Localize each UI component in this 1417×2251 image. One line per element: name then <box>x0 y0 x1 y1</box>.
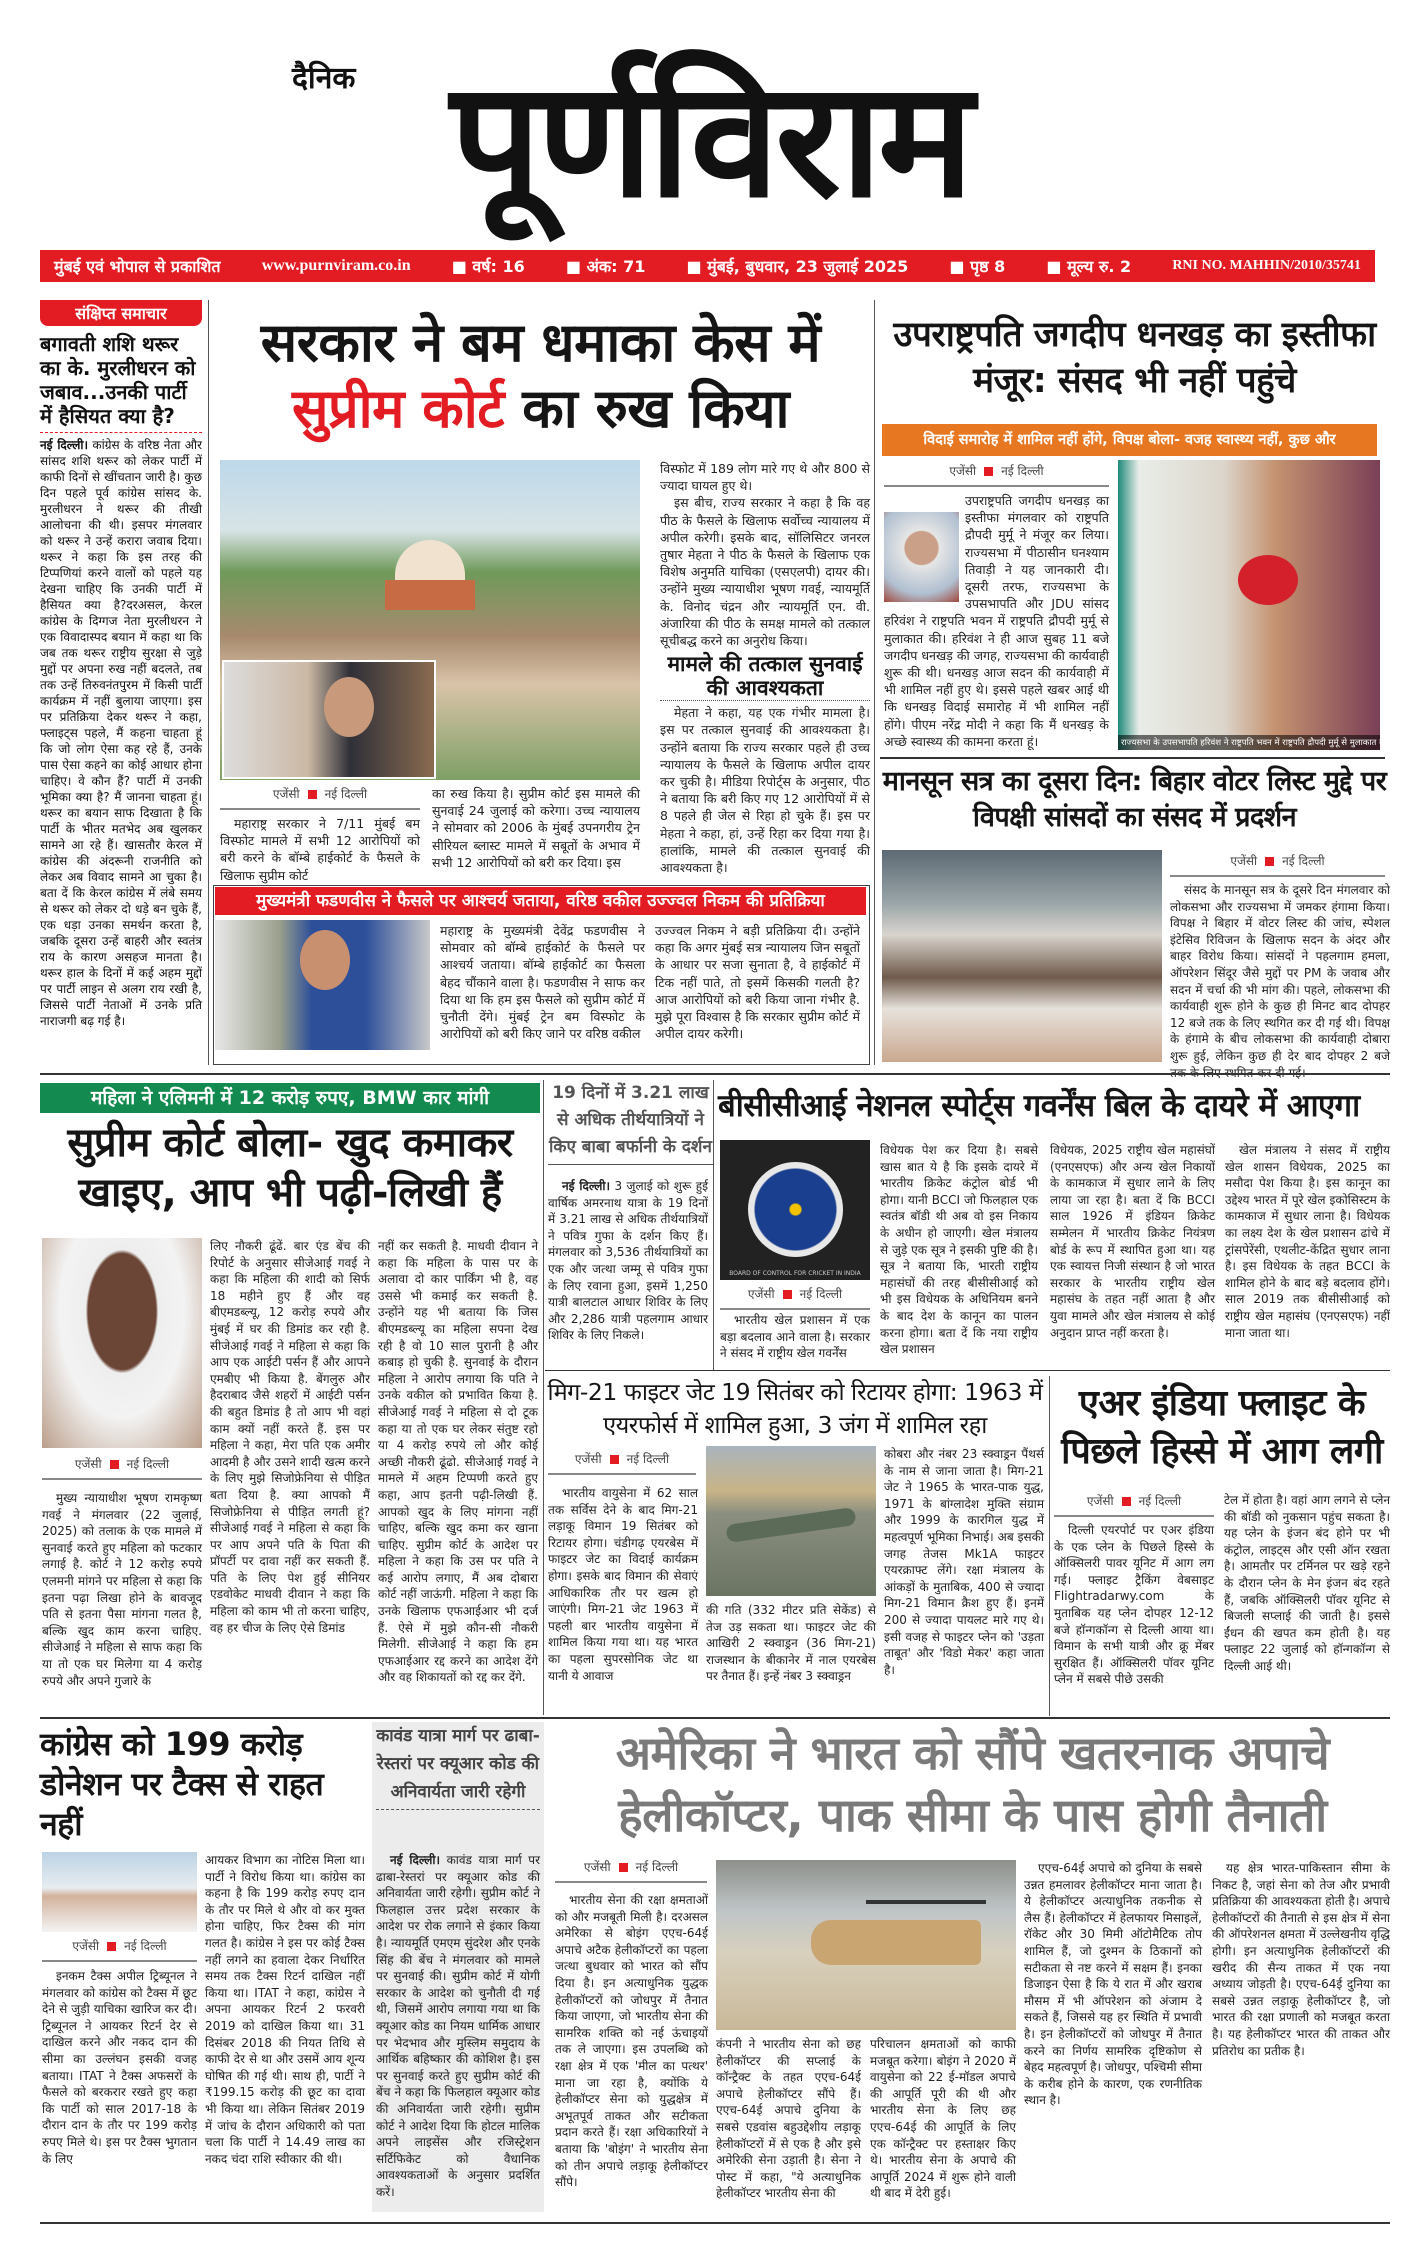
mig21-col-1: भारतीय वायुसेना में 62 साल तक सर्विस देने के बाद मिग-21 लड़ाकू विमान 19 सितंबर को रिटायर होगा। चंडीगढ़ एयरबेस में फाइटर जेट का विदाई कार्यक्रम होगा। इसके बाद विमान की सेवाएं आधिकारिक तौर पर खत्म हो जाएंगी। मिग-21 जेट 1963 में पहली बार भारतीय वायुसेना में शामिल किया गया था। यह भारत का पहला सुपरसोनिक जेट था यानी ये आवाज <box>548 1486 698 1683</box>
year: ■ वर्ष: 16 <box>451 257 525 276</box>
divider <box>40 1073 1390 1075</box>
masthead-strip <box>40 250 1375 282</box>
apache-col-3: परिचालन क्षमताओं को काफी मजबूत करेगा। बोइंग ने 2020 में वायुसेना को 22 ई-मॉडल अपाचे की आपूर्ति पूरी की थी और भारतीय सेना के लिए छह एएच-64ई की आपूर्ति के लिए एक कॉन्ट्रैक्ट पर हस्ताक्षर किए थे। भारतीय सेना के अपाचे की आपूर्ति 2024 में शुरू होने वाली थी बाद में देरी हुई। <box>870 2037 1016 2201</box>
airindia-byline: एजेंसी नई दिल्ली <box>1054 1492 1214 1517</box>
brief-body <box>40 437 202 1029</box>
divider <box>1049 1376 1050 1716</box>
airindia-headline: एअर इंडिया फ्लाइट के पिछले हिस्से में आग लगी <box>1061 1383 1383 1472</box>
divider <box>874 300 875 1065</box>
divider <box>208 300 209 1065</box>
dhankhar-body: उपराष्ट्रपति जगदीप धनखड़ का इस्तीफा मंगलवार को राष्ट्रपति द्रौपदी मुर्मू ने मंजूर कर लिया। राज्यसभा में पीठासीन घनश्याम तिवाड़ी ने यह जानकारी दी। दूसरी तरफ, राज्यसभा के उपसभापति और JDU सांसद हरिवंश ने राष्ट्रपति भवन में राष्ट्रपति द्रौपदी मुर्मू से मुलाकात की। हरिवंश ने ही आज सुबह 11 बजे जगदीप धनखड़ की जगह, राज्यसभा की कार्यवाही शुरू की थी। धनखड़ आज सदन की कार्यवाही में भी शामिल नहीं हुए थे। इससे पहले खबर आई थी कि धनखड़ विदाई समारोह में भी शामिल नहीं होंगे। पीएम नरेंद्र मोदी ने कहा कि मैं धनखड़ के अच्छे स्वास्थ्य की कामना करता हूं। <box>884 493 1109 749</box>
divider <box>543 1080 544 1715</box>
congress-col-2: आयकर विभाग का नोटिस मिला था। पार्टी ने विरोध किया था। कांग्रेस का कहना है कि 199 करोड़ रुपए दान के तौर पर मिले थे और वो कर मुक्त होना चाहिए, फिर टैक्स की मांग गलत है। कांग्रेस ने इस पर कोई टैक्स नहीं लगने का हवाला देकर निर्धारित समय तक टैक्स रिटर्न दाखिल नहीं किया था। ITAT ने कहा, कांग्रेस ने अपना आयकर रिटर्न 2 फरवरी 2019 को दाखिल किया था। 31 दिसंबर 2018 की नियत तिथि से काफी देर से था और उसमें आय शून्य घोषित की गई थी। साथ ही, पार्टी ने ₹199.15 करोड़ की छूट का दावा भी किया था। लेकिन सितंबर 2019 में जांच के दौरान अधिकारी को पता चला कि पार्टी ने 14.49 लाख का नकद चंदा राशि स्वीकार की थी। <box>205 1853 365 2166</box>
amarnath-body: नई दिल्ली। 3 जुलाई को शुरू हुई वार्षिक अमरनाथ यात्रा के 19 दिनों में 3.21 लाख से अधिक तीर्थयात्रियों ने पवित्र गुफा के दर्शन किए हैं। मंगलवार को 3,536 तीर्थयात्रियों का एक और जत्था जम्मू से पवित्र गुफा के लिए रवाना हुआ, इसमें 1,250 यात्री बालटाल आधार शिविर के लिए और 2,286 यात्री पहलगाम आधार शिविर के लिए निकले। <box>548 1179 708 1343</box>
divider <box>713 1080 714 1370</box>
bcci-col-4: खेल मंत्रालय ने संसद में राष्ट्रीय खेल शासन विधेयक, 2025 का मसौदा पेश किया है। इस कानून का उद्देश्य भारत में पूरे खेल इकोसिस्टम के कामकाज में सुधार लाना है। विधेयक का लक्ष्य देश के खेल प्रशासन ढांचे में ट्रांसपेरेंसी, एथलीट-केंद्रित सुधार लाना है। इस विधेयक के तहत BCCI के शामिल होने के बाद बड़े बदलाव होंगे। साल 2019 तक बीसीसीआई को राष्ट्रीय खेल महासंघ (एनएसएफ) नहीं माना जाता था। <box>1225 1143 1390 1340</box>
masthead-prefix: दैनिक <box>292 61 356 96</box>
mig21-headline: मिग-21 फाइटर जेट 19 सितंबर को रिटायर होगा: 1963 में एयरफोर्स में शामिल हुआ, 3 जंग में शामिल रहा <box>547 1378 1043 1439</box>
alimony-col-1: मुख्य न्यायाधीश भूषण रामकृष्ण गवई ने मंगलवार (22 जुलाई, 2025) को तलाक के एक मामले में सुनवाई करते हुए महिला को फटकार लगाई है. कोर्ट ने 12 करोड़ रुपये एलमनी मांगने पर महिला से कहा कि इतना पढ़ा लिखा होने के बावजूद पति से इतना पैसा मांगना गलत है, बल्कि खुद काम करना चाहिए. सीजेआई ने महिला से साफ कहा कि या तो एक घर मिलेगा या 4 करोड़ रुपये और अपने गुजारे के <box>42 1491 202 1688</box>
mig21-col-3: कोबरा और नंबर 23 स्क्वाड्रन पैंथर्स के नाम से जाना जाता है। मिग-21 जेट ने 1965 के भारत-पाक युद्ध, 1971 के बांग्लादेश मुक्ति संग्राम और 1999 के कारगिल युद्ध में महत्वपूर्ण भूमिका निभाई। अब इसकी जगह तेजस Mk1A फाइटर एयरक्राफ्ट लेंगे। रक्षा मंत्रालय के आंकड़ों के मुताबिक, 400 से ज्यादा मिग-21 विमान क्रैश हुए हैं। इनमें 200 से ज्यादा पायलट मारे गए थे। इसी वजह से फाइटर प्लेन को 'उड़ता ताबूत' और 'विडो मेकर' कहा जाता है। <box>884 1447 1044 1677</box>
ujjwal-nikam-photo <box>215 920 430 1050</box>
alimony-col-2: लिए नौकरी ढूंढें. बार एंड बेंच की रिपोर्ट के अनुसार सीजेआई गवई ने कहा कि महिला की शादी को सिर्फ 18 महीने हुए हैं और वह बीएमडब्ल्यू, 12 करोड़ रुपये और मुंबई में घर की डिमांड कर रही है. सीजेआई गवई ने महिला से कहा कि आप एक आईटी पर्सन हैं और आपने एमबीए भी किया है. बेंगलुरु और हैदराबाद जैसे शहरों में आईटी पर्सन की बहुत डिमांड है तो आप भी वहां काम क्यों नहीं करते हैं. इस पर महिला ने कहा, मेरा पति एक अमीर आदमी है और उसने शादी खत्म करने के लिए मुझे सिजोफ्रेनिया से पीड़ित बता दिया है. क्या आपको मैं सिजोफ्रेनिया से पीड़ित लगती हूं? सीजेआई गवई ने महिला से कहा कि पर आप अपने पति के पिता की प्रॉपर्टी पर दावा नहीं कर सकती हैं. पति के लिए पेश हुई सीनियर एडवोकेट माधवी दीवान ने कहा कि महिला को काम भी तो करना चाहिए, वह हर चीज के लिए ऐसे डिमांड <box>210 1239 370 1635</box>
bcci-logo-text: BOARD OF CONTROL FOR CRICKET IN INDIA <box>729 1270 861 1277</box>
bcci-col-3: विधेयक, 2025 राष्ट्रीय खेल महासंघों (एनएसएफ) और अन्य खेल निकायों के कामकाज में सुधार लाने के लिए लाया जा रहा है। बता दें कि BCCI साल 1926 में इंडियन क्रिकेट सम्मेलन में भारतीय क्रिकेट नियंत्रण बोर्ड के रूप में स्थापित हुआ था। यह एक स्वायत्त निजी संस्थान है जो भारत सरकार के भारतीय राष्ट्रीय खेल महासंघ के तहत नहीं आता है और युवा मामले और खेल मंत्रालय से कोई अनुदान प्राप्त नहीं करता है। <box>1050 1143 1215 1340</box>
monsoon-byline: एजेंसी नई दिल्ली <box>1170 852 1385 877</box>
divider <box>880 757 1385 759</box>
apache-col-2: कंपनी ने भारतीय सेना को छह हेलीकॉप्टर की सप्लाई के कॉन्ट्रैक्ट के तहत एएच-64ई अपाचे हेलीकॉप्टर सौंपे हैं। एएच-64ई अपाचे दुनिया के सबसे एडवांस बहुउद्देशीय लड़ाकू हेलीकॉप्टरों में से एक है और इसे अमेरिकी सेना उड़ाती है। सेना ने पोस्ट में कहा, "ये अत्याधुनिक हेलीकॉप्टर भारतीय सेना की <box>716 2037 861 2201</box>
congress-leaders-photo <box>42 1852 197 1932</box>
kanwar-body: नई दिल्ली। कावंड यात्रा मार्ग पर ढाबा-रेस्तरां पर क्यूआर कोड की अनिवार्यता जारी रहेगी। सुप्रीम कोर्ट ने फिलहाल उत्तर प्रदेश सरकार के आदेश पर रोक लगाने से इंकार किया है। न्यायमूर्ति एमएम सुंदरेश और एनके सिंह की बेंच ने मंगलवार को मामले पर सुनवाई की। सुप्रीम कोर्ट में योगी सरकार के आदेश को चुनौती दी गई थी, जिसमें आरोप लगाया गया था कि क्यूआर कोड का नियम धार्मिक आधार पर भेदभाव और मुस्लिम समुदाय के आर्थिक बहिष्कार की कोशिश है। इस पर सुनवाई करते हुए सुप्रीम कोर्ट की बेंच ने कहा कि फिलहाल क्यूआर कोड की अनिवार्यता जारी रहेगी। सुप्रीम कोर्ट ने आदेश दिया कि होटल मालिक अपने लाइसेंस और रजिस्ट्रेशन सर्टिफिकेट को वैधानिक आवश्यकताओं के अनुसार प्रदर्शित करें। <box>376 1853 540 2199</box>
reaction-col-1: महाराष्ट्र के मुख्यमंत्री देवेंद्र फडणवीस ने सोमवार को बॉम्बे हाईकोर्ट के फैसले पर आश्चर्य जताया। बॉम्बे हाईकोर्ट का फैसला बेहद चौंकाने वाला है। फडणवीस ने साफ कर दिया था कि हम इस फैसले को सुप्रीम कोर्ट में चुनौती देंगे। मुंबई ट्रेन बम विस्फोट के आरोपियों को बरी किए जाने पर वरिष्ठ वकील <box>440 923 645 1042</box>
alimony-headline: सुप्रीम कोर्ट बोला- खुद कमाकर खाइए, आप भी पढ़ी-लिखी हैं <box>67 1120 513 1216</box>
website-link[interactable]: www.purnviram.co.in <box>261 257 411 274</box>
divider <box>545 1370 1390 1371</box>
reaction-col-2: उज्ज्वल निकम ने बड़ी प्रतिक्रिया दी। उन्होंने कहा कि अगर मुंबई सत्र न्यायालय जिन सबूतों के आधार पर सजा सुनाता है, वे हाईकोर्ट में टिक नहीं पाते, तो इसमें किसकी गलती है? आज आरोपियों को बरी किया जाना गंभीर है. मुझे पूरा विश्वास है कि सरकार सुप्रीम कोर्ट में अपील दायर करेगी। <box>655 923 860 1042</box>
brief-headline: बगावती शशि थरूर का के. मुरलीधरन को जबाव...उनकी पार्टी में हैसियत क्या है? <box>40 332 202 433</box>
congress-headline: कांग्रेस को 199 करोड़ डोनेशन पर टैक्स से राहत नहीं <box>40 1725 324 1843</box>
brief-text: कांग्रेस के वरिष्ठ नेता और सांसद शशि थरूर को लेकर पार्टी में काफी दिनों से खींचतान जारी है। कुछ दिन पहले पूर्व कांग्रेस सांसद के. मुरलीधरन ने थरूर की तीखी आलोचना की थी। इसपर मंगलवार को थरूर ने उन्हें करारा जवाब दिया। थरूर ने कहा कि इस तरह की टिप्पणियां करने वालों को पहले यह देखना चाहिए कि उनकी पार्टी में हैसियत क्या है?दरअसल, केरल कांग्रेस के दिग्गज नेता मुरलीधरन ने एक विवादास्पद बयान में कहा था कि जब तक थरूर राष्ट्रीय सुरक्षा से जुड़े मुद्दों पर अपना रुख नहीं बदलते, तब तक उन्हें तिरुवनंतपुरम में किसी पार्टी कार्यक्रम में नहीं बुलाया जाएगा। इस पर प्रतिक्रिया देकर थरूर ने कहा, फ्लाइट्स पहले, मैं कहना चाहता हूं कि जो लोग ऐसा कह रहे हैं, उनके पास ऐसा कहने का कोई आधार होना चाहिए। वे कौन हैं? पार्टी में उनकी भूमिका क्या है? मैं जानना चाहता हूं। थरूर का बयान साफ दिखाता है कि पार्टी के भीतर मतभेद अब खुलकर सामने आ रहे हैं। खासतौर केरल में कांग्रेस की अंदरूनी राजनीति को लेकर अब विवाद सामने आ चुका है। बता दें कि केरल कांग्रेस में लंबे समय से थरूर को लेकर दो धड़े बन चुके हैं, एक धड़ा उनका समर्थन करता है, जबकि दूसरा उन्हें बाहरी और स्वतंत्र राय के कारण असहज मानता है। थरूर हाल के दिनों में कई अहम मुद्दों पर पार्टी लाइन से अलग राय रखी है, जिससे पार्टी नेताओं में उनके प्रति नाराजगी बढ़ गई है। <box>40 438 202 1028</box>
brief-label: संक्षिप्त समाचार <box>40 300 202 326</box>
divider <box>40 1717 1390 1719</box>
alimony-col-3: नहीं कर सकती है. माधवी दीवान ने कहा कि महिला के पास पर के अलावा दो कार पार्किंग भी है, वह उससे भी कमाई कर सकती है. उन्होंने यह भी बताया कि जिस बीएमडब्ल्यू का महिला सपना देख रही है वो 10 साल पुरानी है और कबाड़ हो चुकी है. सुनवाई के दौरान महिला ने आरोप लगाया कि पति ने उनके वकील को प्रभावित किया है. सीजेआई गवई ने महिला से दो टूक कहा या तो एक घर लेकर संतुष्ट रहो या 4 करोड़ रुपये लो और कोई अच्छी नौकरी ढूंढो. सीजेआई गवई ने मामले में अहम टिप्पणी करते हुए कहा, आप इतनी पढ़ी-लिखी हैं. आपको खुद के लिए मांगना नहीं चाहिए, बल्कि खुद कमा कर खाना चाहिए. सुप्रीम कोर्ट के आदेश पर महिला ने कहा कि उस पर पति ने कई आरोप लगाए, मैं अब दोबारा कोर्ट नहीं जाऊंगी. महिला ने कहा कि उनके खिलाफ एफआईआर भी दर्ज हैं. ऐसे में मुझे कौन-सी नौकरी मिलेगी. सीजेआई ने कहा कि हम एफआईआर रद्द करने का आदेश देंगे और वह शिकायतों को रद्द कर देंगे. <box>378 1239 538 1685</box>
apache-col-4: एएच-64ई अपाचे को दुनिया के सबसे उन्नत हमलावर हेलीकॉप्टर माना जाता है। ये हेलीकॉप्टर अत्याधुनिक तकनीक से लैस हैं। हेलीकॉप्टर में हेलफायर मिसाइलें, रॉकेट और 30 मिमी ऑटोमैटिक तोप शामिल हैं, जो दुश्मन के ठिकानों को सटीकता से नष्ट करने में सक्षम हैं। इनका डिजाइन ऐसा है कि ये रात में और खराब मौसम में भी ऑपरेशन को अंजाम दे सकते हैं, जिससे यह हर स्थिति में प्रभावी है। इन हेलीकॉप्टरों को जोधपुर में तैनात करने का निर्णय सामरिक दृष्टिकोण से बेहद महत्वपूर्ण है। जोधपुर, पश्चिमी सीमा के करीब होने के कारण, एक रणनीतिक स्थान है। <box>1024 1861 1202 2108</box>
bcci-byline: एजेंसी नई दिल्ली <box>720 1285 870 1310</box>
amarnath-headline: 19 दिनों में 3.21 लाख से अधिक तीर्थयात्रियों ने किए बाबा बर्फानी के दर्शन <box>548 1080 713 1165</box>
bcci-col-1: भारतीय खेल प्रशासन में एक बड़ा बदलाव आने वाला है। सरकार ने संसद में राष्ट्रीय खेल गवर्नेंस <box>720 1313 870 1361</box>
congress-col-1: इनकम टैक्स अपील ट्रिब्यूनल ने मंगलवार को कांग्रेस को टैक्स में छूट देने से जुड़ी याचिका खारिज कर दी। ट्रिब्यूनल ने आयकर रिटर्न देर से दाखिल करने और नकद दान की सीमा का उल्लंघन इसकी वजह बताया। ITAT ने टैक्स अफसरों के फैसले को बरकरार रखते हुए कहा कि पार्टी को साल 2017-18 के दौरान दान के तौर पर 199 करोड़ रुपए मिले थे। इस पर टैक्स भुगतान के लिए <box>42 1969 197 2166</box>
published-from: मुंबई एवं भोपाल से प्रकाशित <box>54 257 221 276</box>
lead-col-2: का रुख किया है। सुप्रीम कोर्ट इस मामले की सुनवाई 24 जुलाई को करेगा। उच्च न्यायालय ने सोमवार को 2006 के मुंबई उपनगरीय ट्रेन सीरियल ब्लास्ट मामले में सबूतों के अभाव में सभी 12 आरोपियों को बरी कर दिया। इस <box>432 786 640 870</box>
apache-headline: अमेरिका ने भारत को सौंपे खतरनाक अपाचे हेलीकॉप्टर, पाक सीमा के पास होगी तैनाती <box>615 1726 1330 1842</box>
apache-col-1: भारतीय सेना की रक्षा क्षमताओं को और मजबूती मिली है। दरअसल अमेरिका से बोइंग एएच-64ई अपाचे अटैक हेलीकॉप्टरों का पहला जत्था बुधवार को भारत को सौंप दिया है। इन अत्याधुनिक युद्धक हेलीकॉप्टरों को जोधपुर में तैनात किया जाएगा, जो भारतीय सेना की सामरिक शक्ति को नई ऊंचाइयों तक ले जाएगा। इस उपलब्धि को रक्षा क्षेत्र में एक 'मील का पत्थर' माना जा रहा है, क्योंकि ये हेलीकॉप्टर सेना को युद्धक्षेत्र में अभूतपूर्व ताकत और सटीकता प्रदान करते हैं। रक्षा अधिकारियों ने बताया कि 'बोइंग' ने भारतीय सेना को तीन अपाचे लड़ाकू हेलीकॉप्टर सौंपे। <box>555 1893 708 2190</box>
dhankhar-strap: विदाई समारोह में शामिल नहीं होंगे, विपक्ष बोला- वजह स्वास्थ्य नहीं, कुछ और <box>882 424 1377 456</box>
brief-dateline: नई दिल्ली। <box>40 438 88 452</box>
airindia-col-2: टेल में होता है। वहां आग लगने से प्लेन की बॉडी को नुकसान पहुंच सकता है। यह प्लेन के इंजन बंद होने पर भी कंट्रोल, लाइट्स और एसी ऑन रखता है। आमतौर पर टर्मिनल पर खड़े रहने के दौरान प्लेन के मेन इंजन बंद रहते हैं, जबकि ऑक्सिलरी पॉवर यूनिट से बिजली सप्लाई की जाती है। इससे ईंधन की खपत कम होती है। यह फ्लाइट 22 जुलाई को हॉन्गकॉन्ग से दिल्ली आई थी। <box>1224 1493 1390 1673</box>
lead-byline: एजेंसी नई दिल्ली <box>220 785 420 810</box>
apache-helicopter-photo <box>716 1860 1016 2030</box>
dhankhar-headline: उपराष्ट्रपति जगदीप धनखड़ का इस्तीफा मंजूर: संसद भी नहीं पहुंचे <box>893 315 1376 401</box>
masthead-title: पूर्णविराम <box>450 46 970 233</box>
apache-col-5: यह क्षेत्र भारत-पाकिस्तान सीमा के निकट है, जहां सेना को तेज और प्रभावी प्रतिक्रिया की आवश्यकता होती है। अपाचे हेलीकॉप्टरों की तैनाती से इस क्षेत्र में सेना की ऑपरेशनल क्षमता में उल्लेखनीय वृद्धि होगी। इन अत्याधुनिक हेलीकॉप्टरों की खरीद की सैन्य ताकत में एक नया अध्याय जोड़ती है। एएच-64ई दुनिया का सबसे उन्नत लड़ाकू हेलीकॉप्टर है, जो भारत की रक्षा प्रणाली को मजबूत करता है। यह हेलीकॉप्टर भारत की ताकत और प्रतिरोध का प्रतीक है। <box>1212 1861 1390 2058</box>
mig21-byline: एजेंसी नई दिल्ली <box>548 1450 696 1475</box>
price: ■ मूल्य रु. 2 <box>1046 257 1132 276</box>
congress-byline: एजेंसी नई दिल्ली <box>42 1937 197 1962</box>
alimony-strap: महिला ने एलिमनी में 12 करोड़ रुपए, BMW कार मांगी <box>40 1083 540 1113</box>
lead-subhead: मामले की तत्काल सुनवाई की आवश्यकता <box>660 652 870 701</box>
lead-headline: सरकार ने बम धमाका केस में सुप्रीम कोर्ट का रुख किया <box>260 311 821 440</box>
dhankhar-portrait <box>884 512 959 602</box>
lead-col-3: विस्फोट में 189 लोग मारे गए थे और 800 से ज्यादा घायल हुए थे। इस बीच, राज्य सरकार ने कहा है कि वह पीठ के फैसले के खिलाफ सर्वोच्च न्यायालय में अपील करेगी। इसके बाद, सॉलिसिटर जनरल तुषार मेहता ने पीठ के फैसले के खिलाफ एक विशेष अनुमति याचिका (एसएलपी) दायर की। उन्होंने मुख्य न्यायाधीश भूषण गवई, न्यायमूर्ति के. विनोद चंद्रन और न्यायमूर्ति एन. वी. अंजारिया की पीठ के समक्ष मामले को तत्काल सूचीबद्ध करने का अनुरोध किया। मामले की तत्काल सुनवाई की आवश्यकता मेहता ने कहा, यह एक गंभीर मामला है। इस पर तत्काल सुनवाई की आवश्यकता है। उन्होंने बताया कि राज्य सरकार पहले ही उच्च न्यायालय के फैसले के खिलाफ अपील दायर कर चुकी है। मीडिया रिपोर्ट्स के अनुसार, पीठ ने बताया कि बरी किए गए 12 आरोपियों में से 8 पहले ही जेल से रिहा हो चुके हैं। इस पर मेहता ने कहा, हां, उन्हें रिहा कर दिया गया है। हालांकि, मामले की तत्काल सुनवाई की आवश्यकता है। <box>660 461 870 876</box>
kanwar-headline: कावंड यात्रा मार्ग पर ढाबा-रेस्तरां पर क्यूआर कोड की अनिवार्यता जारी रहेगी <box>376 1722 540 1810</box>
bcci-col-2: विधेयक पेश कर दिया है। सबसे खास बात ये है कि इसके दायरे में भारतीय क्रिकेट कंट्रोल बोर्ड भी होगा। यानी BCCI जो फिलहाल एक स्वतंत्र बॉडी थी अब वो इस निकाय के अधीन हो जाएगी। खेल मंत्रालय से जुड़े एक सूत्र ने इसकी पुष्टि की है। सूत्र ने बताया कि, भारती राष्ट्रीय महासंघों की तरह बीसीसीआई को भी इस विधेयक के अधिनियम बनने के बाद देश के कानून का पालन करना होगा। बता दें कि नया राष्ट्रीय खेल प्रशासन <box>880 1143 1038 1357</box>
apache-byline: एजेंसी नई दिल्ली <box>555 1858 707 1883</box>
pages: ■ पृष्ठ 8 <box>949 257 1006 276</box>
monsoon-headline: मानसून सत्र का दूसरा दिन: बिहार वोटर लिस्ट मुद्दे पर विपक्षी सांसदों का संसद में प्रदर्शन <box>882 766 1387 833</box>
dateline: ■ मुंबई, बुधवार, 23 जुलाई 2025 <box>686 257 909 276</box>
dhankhar-photo-caption: राज्यसभा के उपसभापति हरिवंश ने राष्ट्रपति भवन में राष्ट्रपति द्रौपदी मुर्मू से मुलाकात की। <box>1118 735 1380 750</box>
dhankhar-byline: एजेंसी नई दिल्ली <box>884 462 1109 487</box>
airindia-col-1: दिल्ली एयरपोर्ट पर एअर इंडिया के एक प्लेन के पिछले हिस्से के ऑक्सिलरी पावर यूनिट में आग लग गई। फ्लाइट ट्रैकिंग वेबसाइट Flightradarwy.com के मुताबिक यह प्लेन दोपहर 12-12 बजे हॉन्गकॉन्ग से दिल्ली आया था। विमान के सभी यात्री और क्रू मेंबर सुरक्षित हैं। ऑक्सिलरी पॉवर यूनिट प्लेन में सबसे पीछे उसकी <box>1054 1523 1214 1687</box>
masthead <box>0 0 1417 290</box>
harivansh-murmu-photo <box>1118 460 1392 750</box>
cji-gavai-photo <box>42 1238 202 1448</box>
fadnavis-photo <box>222 660 436 779</box>
mig21-photo <box>706 1446 876 1596</box>
lead-reaction-banner: मुख्यमंत्री फडणवीस ने फैसले पर आश्चर्य जताया, वरिष्ठ वकील उज्ज्वल निकम की प्रतिक्रिया <box>215 887 866 915</box>
mig21-col-2: की गति (332 मीटर प्रति सेकेंड) से तेज उड़ सकता था। फाइटर जेट की आखिरी 2 स्क्वाड्रन (36 मिग-21) राजस्थान के बीकानेर में नाल एयरबेस पर तैनात हैं। इन्हें नंबर 3 स्क्वाड्रन <box>706 1603 876 1684</box>
alimony-byline: एजेंसी नई दिल्ली <box>42 1455 202 1480</box>
issue: ■ अंक: 71 <box>565 257 646 276</box>
bcci-logo <box>720 1140 870 1280</box>
lead-col-1: महाराष्ट्र सरकार ने 7/11 मुंबई बम विस्फोट मामले में सभी 12 आरोपियों को बरी करने के बॉम्बे हाईकोर्ट के फैसले के खिलाफ सुप्रीम कोर्ट <box>220 816 420 883</box>
brief-news <box>40 300 202 1065</box>
monsoon-body: संसद के मानसून सत्र के दूसरे दिन मंगलवार को लोकसभा और राज्यसभा में जमकर हंगामा किया। विपक्ष ने बिहार में वोटर लिस्ट की जांच, स्पेशल इंटेसिव रिविजन के खिलाफ सदन के अंदर और बाहर विरोध किया। सांसदों ने पहलगाम हमला, ऑपरेशन सिंदूर जैसे मुद्दों पर PM के जवाब और सदन में चर्चा की भी मांग की। पहले, लोकसभा की कार्यवाही शुरू होने के कुछ ही मिनट बाद दोपहर 12 बजे तक के लिए स्थगित कर दी गई थी। विपक्ष के हंगामे के बीच लोकसभा की कार्यवाही दोबारा शुरू हुई, लेकिन कुछ ही देर बाद दोपहर 2 बजे <box>1170 883 1390 1063</box>
bcci-headline: बीसीसीआई नेशनल स्पोर्ट्स गवर्नेंस बिल के दायरे में आएगा <box>718 1088 1360 1124</box>
page-bottom-rule <box>40 2222 1390 2224</box>
protest-photo <box>882 850 1162 1062</box>
rni-number: RNI NO. MAHHIN/2010/35741 <box>1172 258 1361 273</box>
